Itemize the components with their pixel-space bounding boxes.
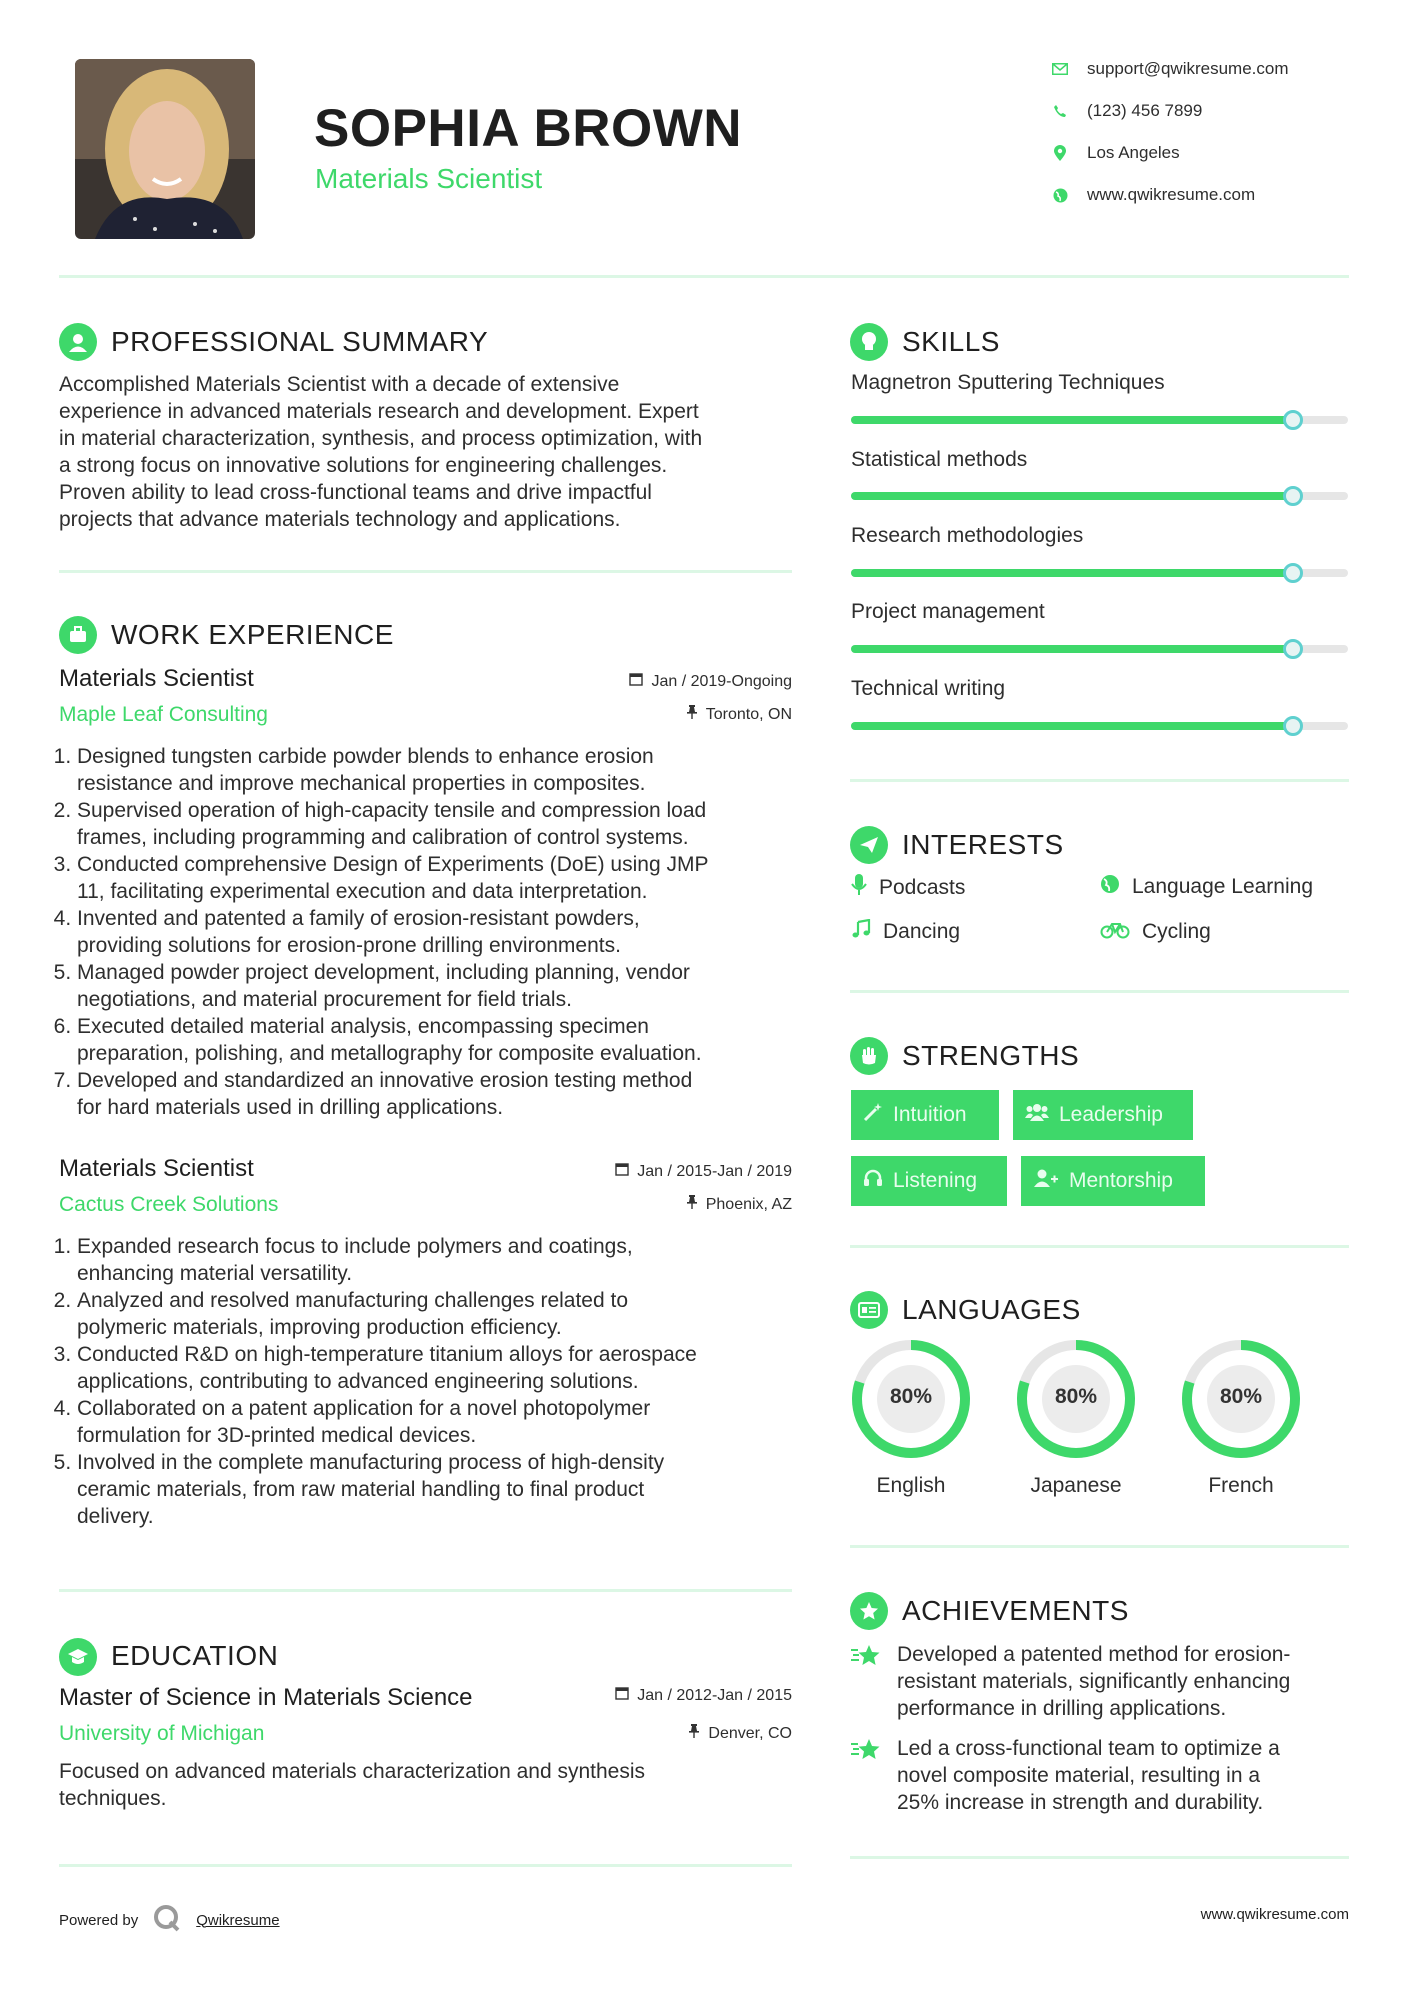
language-ring [1180,1338,1302,1460]
interest-label: Dancing [883,920,961,943]
achievement-item [851,1641,1351,1722]
user-icon [59,323,97,361]
education-location-text: Denver, CO [708,1724,792,1742]
language-percent: 80% [1219,1385,1263,1408]
interest-item [851,919,960,945]
list-item: 1. Expanded research focus to include polymers and coatings, enhancing material versatility. [77,1233,804,1287]
skill-bar-fill [851,722,1293,730]
interest-item [851,874,965,902]
strengths-divider [850,1245,1349,1248]
contact-phone-text: (123) 456 7899 [1087,101,1203,120]
job-dates [540,672,792,691]
skill-bar-fill [851,416,1293,424]
summary-line: Accomplished Materials Scientist with a decade of extensive [59,373,620,396]
envelope-icon [1050,59,1070,79]
job-dates-text: Jan / 2015-Jan / 2019 [637,1162,792,1180]
contact-location [1050,141,1350,165]
language-card-icon [850,1291,888,1329]
languages-heading: LANGUAGES [902,1294,1081,1325]
list-item: 5. Managed powder project development, including planning, vendor negotiations, and material procurement for field trials. [77,959,804,1013]
interests-heading: INTERESTS [902,829,1064,860]
star-icon [851,1643,883,1722]
user-plus-icon [1033,1168,1059,1194]
education-location [540,1724,792,1743]
job-dates-text: Jan / 2019-Ongoing [651,672,792,690]
strengths-heading: STRENGTHS [902,1040,1080,1071]
lightbulb-icon [850,323,888,361]
interest-item [1100,919,1211,945]
interest-item [1100,874,1313,900]
calendar-icon [615,1686,629,1705]
languages-divider [850,1545,1349,1548]
skill-bar [851,722,1348,730]
list-item: 7. Developed and standardized an innovative erosion testing method for hard materials used in drilling applications. [77,1067,804,1121]
calendar-icon [615,1162,629,1181]
skill-name: Magnetron Sputtering Techniques [851,371,1165,394]
header-divider [59,275,1349,278]
achievements-divider [850,1856,1349,1859]
strength-label: Intuition [893,1103,967,1126]
strength-badge [1013,1090,1193,1140]
list-item: 5. Involved in the complete manufacturing process of high-density ceramic materials, from raw material handling to final product delivery. [77,1449,804,1530]
calendar-icon [629,672,643,691]
interest-label: Language Learning [1132,875,1314,898]
job-responsibilities [59,1233,804,1530]
list-item: 1. Designed tungsten carbide powder blends to enhance erosion resistance and improve mechanical properties in composites. [77,743,804,797]
job-responsibilities [59,743,804,1121]
strength-badge [1021,1156,1205,1206]
experience-heading: WORK EXPERIENCE [111,619,394,650]
achievement-text: Developed a patented method for erosion- resistant materials, significantly enhancing performance in drilling applications. [897,1643,1291,1720]
summary-text [59,371,799,533]
hand-icon [850,1037,888,1075]
star-badge-icon [850,1592,888,1630]
contact-phone[interactable] [1050,99,1350,123]
experience-divider [59,1589,792,1592]
summary-divider [59,570,792,573]
skill-bar-fill [851,569,1293,577]
job-location-text: Phoenix, AZ [705,1195,792,1213]
contact-website[interactable] [1050,183,1350,207]
phone-icon [1050,101,1070,121]
candidate-name: SOPHIA BROWN [314,99,743,158]
list-item: 6. Executed detailed material analysis, encompassing specimen preparation, polishing, and metallography for composite evaluation. [77,1013,804,1067]
job-location [540,705,792,724]
skill-name: Technical writing [851,677,1006,700]
school-name: University of Michigan [59,1722,265,1745]
education-heading: EDUCATION [111,1640,279,1671]
language-name: Japanese [1030,1474,1122,1497]
job-title: Materials Scientist [59,1155,254,1182]
headphones-icon [863,1168,883,1194]
graduation-icon [59,1638,97,1676]
language-percent: 80% [1054,1385,1098,1408]
summary-line: Proven ability to lead cross-functional teams and drive impactful [59,481,652,504]
pushpin-icon [688,1724,700,1743]
bicycle-icon [1100,919,1130,945]
skill-bar-knob [1283,486,1303,506]
users-icon [1025,1102,1049,1128]
list-item: 3. Conducted comprehensive Design of Experiments (DoE) using JMP 11, facilitating experimental execution and data interpretation. [77,851,804,905]
language-name: English [876,1474,946,1497]
contact-email[interactable] [1050,57,1350,81]
strength-badge [851,1090,999,1140]
skill-bar [851,416,1348,424]
qwikresume-link[interactable]: Qwikresume [196,1911,280,1929]
language-ring [1015,1338,1137,1460]
summary-line: projects that advance materials technology and applications. [59,508,621,531]
globe-icon [1100,874,1120,900]
footer-brand [59,1904,280,1936]
paper-plane-icon [850,826,888,864]
music-note-icon [851,919,871,945]
skill-bar-fill [851,645,1293,653]
magic-wand-icon [863,1102,883,1128]
pushpin-icon [686,705,698,724]
education-description-line: techniques. [59,1787,167,1810]
strength-badge [851,1156,1007,1206]
contact-email-text: support@qwikresume.com [1087,59,1289,78]
interest-label: Cycling [1142,920,1211,943]
profile-photo [75,59,255,239]
skill-bar [851,569,1348,577]
interests-divider [850,990,1349,993]
footer-url[interactable]: www.qwikresume.com [1200,1906,1349,1923]
summary-heading: PROFESSIONAL SUMMARY [111,326,489,357]
candidate-title: Materials Scientist [315,163,543,194]
strength-label: Mentorship [1069,1169,1173,1192]
list-item: 2. Supervised operation of high-capacity tensile and compression load frames, including programming and calibration of control systems. [77,797,804,851]
star-icon [851,1737,883,1816]
pushpin-icon [686,1195,698,1214]
globe-icon [1050,185,1070,205]
interest-label: Podcasts [879,876,966,899]
education-description-line: Focused on advanced materials characterization and synthesis [59,1760,645,1783]
achievement-item [851,1735,1351,1816]
skills-divider [850,779,1349,782]
skill-bar-knob [1283,639,1303,659]
qwikresume-logo-icon [152,1904,182,1936]
skill-bar-knob [1283,410,1303,430]
skill-bar [851,492,1348,500]
education-dates-text: Jan / 2012-Jan / 2015 [637,1686,792,1704]
skill-name: Research methodologies [851,524,1084,547]
job-title: Materials Scientist [59,665,254,692]
job-dates [540,1162,792,1181]
education-description [59,1758,799,1812]
job-company: Maple Leaf Consulting [59,703,268,726]
language-ring [850,1338,972,1460]
education-divider [59,1864,792,1867]
job-company: Cactus Creek Solutions [59,1193,279,1216]
strength-label: Listening [893,1169,978,1192]
skill-bar-knob [1283,563,1303,583]
skill-name: Statistical methods [851,448,1028,471]
list-item: 3. Conducted R&D on high-temperature titanium alloys for aerospace applications, contributing to advanced engineering solutions. [77,1341,804,1395]
list-item: 2. Analyzed and resolved manufacturing challenges related to polymeric materials, improving production efficiency. [77,1287,804,1341]
skill-name: Project management [851,600,1045,623]
achievement-text: Led a cross-functional team to optimize a novel composite material, resulting in a 25% increase in strength and durability. [897,1737,1280,1814]
briefcase-icon [59,616,97,654]
language-name: French [1208,1474,1274,1497]
microphone-icon [851,874,867,902]
map-pin-icon [1050,143,1070,163]
degree-title: Master of Science in Materials Science [59,1684,473,1711]
summary-line: experience in advanced materials research and development. Expert [59,400,699,423]
skill-bar-fill [851,492,1293,500]
contact-location-text: Los Angeles [1087,143,1180,162]
job-location [540,1195,792,1214]
summary-line: a strong focus on innovative solutions for engineering challenges. [59,454,668,477]
list-item: 4. Collaborated on a patent application for a novel photopolymer formulation for 3D-printed medical devices. [77,1395,804,1449]
education-dates [540,1686,792,1705]
summary-line: in material characterization, synthesis, and process optimization, with [59,427,703,450]
skills-heading: SKILLS [902,326,1000,357]
powered-by-text: Powered by [59,1911,139,1929]
contact-website-text: www.qwikresume.com [1087,185,1256,204]
skill-bar [851,645,1348,653]
language-percent: 80% [889,1385,933,1408]
job-location-text: Toronto, ON [705,705,792,723]
skill-bar-knob [1283,716,1303,736]
achievements-heading: ACHIEVEMENTS [902,1595,1129,1626]
strength-label: Leadership [1059,1103,1163,1126]
list-item: 4. Invented and patented a family of erosion-resistant powders, providing solutions for erosion-prone drilling environments. [77,905,804,959]
